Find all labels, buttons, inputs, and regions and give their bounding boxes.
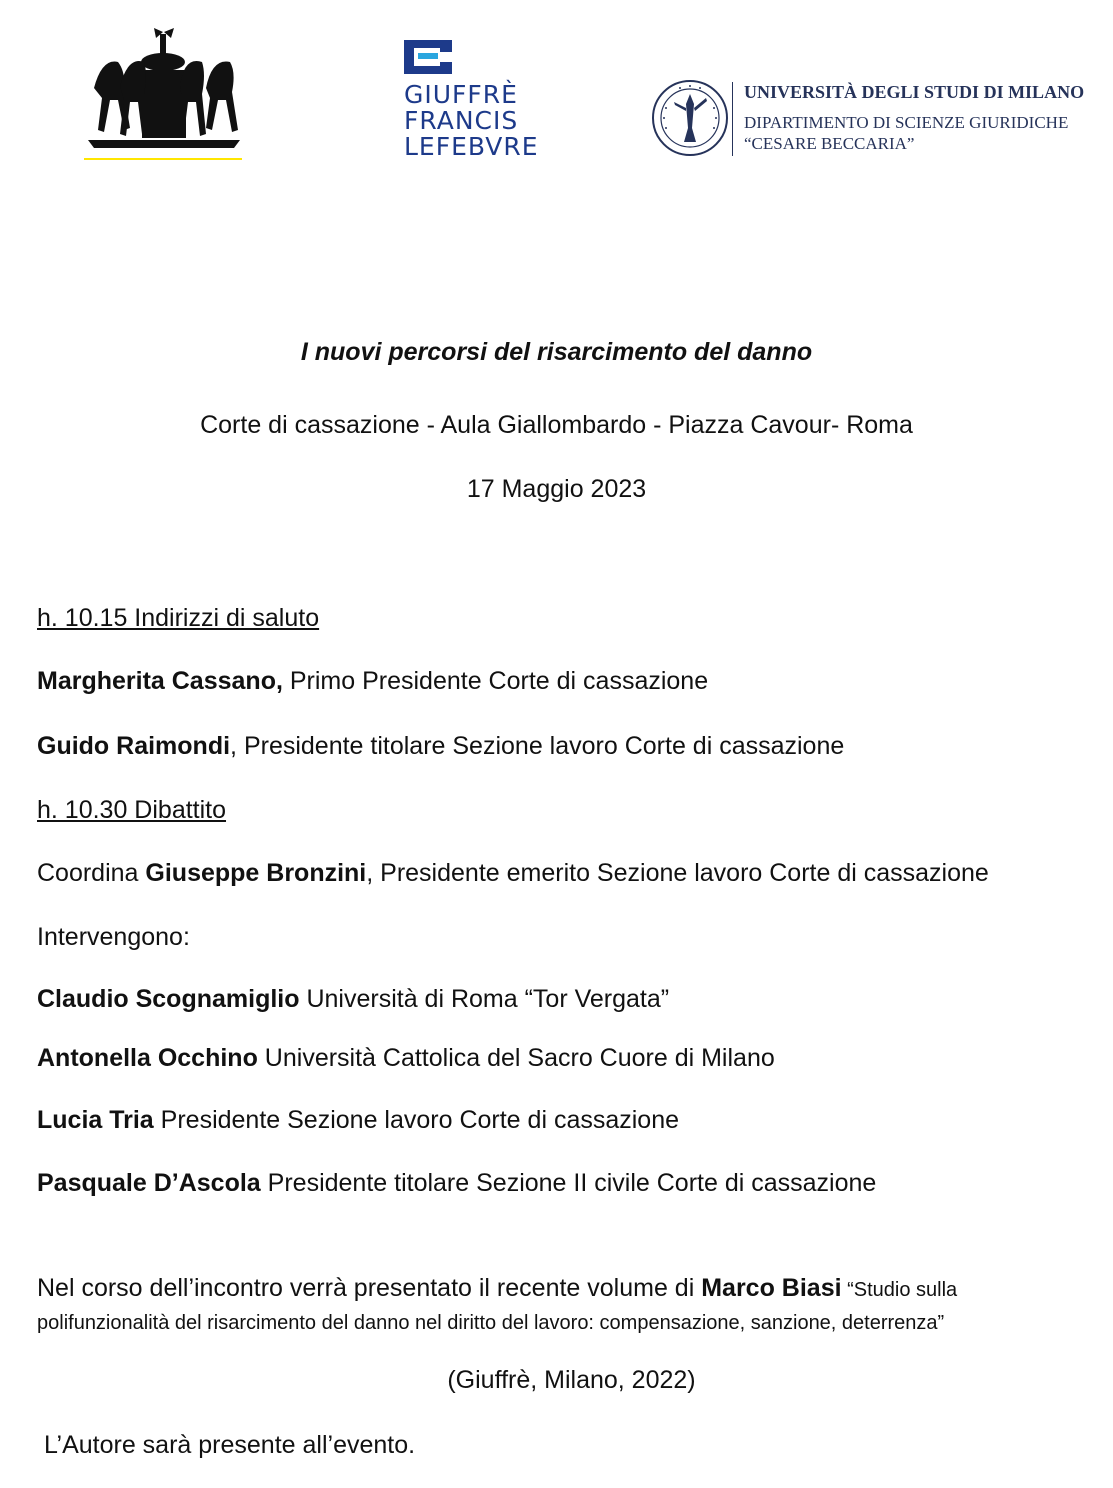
- department-name-2: “CESARE BECCARIA”: [744, 134, 915, 153]
- book-title-part1: “Studio sulla: [841, 1279, 958, 1301]
- speaker-row-4: [37, 1168, 876, 1198]
- event-title: I nuovi percorsi del risarcimento del danno: [300, 338, 813, 366]
- speaker-row-1: [37, 984, 669, 1014]
- gfl-mark-icon: [404, 40, 454, 74]
- speaker-name: Lucia Tria: [37, 1106, 154, 1134]
- speaker-row-2: [37, 1043, 775, 1073]
- debate-heading: h. 10.30 Dibattito: [37, 796, 227, 824]
- book-intro-row: [37, 1273, 957, 1305]
- gfl-word-1: GIUFFRÈ: [404, 80, 518, 109]
- logo-divider: [732, 82, 733, 156]
- yellow-underline: [84, 158, 242, 160]
- gfl-word-2: FRANCIS: [404, 106, 519, 135]
- event-date: 17 Maggio 2023: [466, 475, 647, 503]
- greeter-row-1: [37, 666, 708, 696]
- department-name: DIPARTIMENTO DI SCIENZE GIURIDICHE: [744, 113, 1069, 132]
- quadriga-statue-icon: [84, 28, 244, 156]
- speaker-role: Presidente titolare Sezione II civile Corte di cassazione: [260, 1169, 877, 1197]
- book-author: Marco Biasi: [701, 1274, 842, 1302]
- speaker-role: Università di Roma “Tor Vergata”: [299, 985, 670, 1013]
- greeter-role: Primo Presidente Corte di cassazione: [282, 667, 709, 695]
- speaker-name: Antonella Occhino: [37, 1044, 258, 1072]
- greeter-name: Guido Raimondi: [37, 732, 231, 760]
- coordinator-prefix: Coordina: [37, 859, 146, 887]
- greeting-heading: h. 10.15 Indirizzi di saluto: [37, 604, 320, 632]
- book-publisher: (Giuffrè, Milano, 2022): [447, 1366, 696, 1394]
- speaker-role: Presidente Sezione lavoro Corte di cassazione: [153, 1106, 680, 1134]
- speaker-name: Pasquale D’Ascola: [37, 1169, 261, 1197]
- university-seal-icon: [650, 78, 730, 158]
- university-name: UNIVERSITÀ DEGLI STUDI DI MILANO: [744, 82, 1085, 102]
- greeter-row-2: [37, 731, 844, 761]
- coordinator-name: Giuseppe Bronzini: [145, 859, 367, 887]
- book-title-part2: polifunzionalità del risarcimento del danno nel diritto del lavoro: compensazione, sanzione, deterrenza”: [37, 1312, 945, 1334]
- greeter-role: , Presidente titolare Sezione lavoro Corte di cassazione: [230, 732, 845, 760]
- speakers-intro: Intervengono:: [37, 923, 190, 951]
- giuffre-francis-lefebvre-logo: [404, 40, 554, 165]
- quadriga-logo: [84, 28, 244, 160]
- book-intro: Nel corso dell’incontro verrà presentato il recente volume di: [37, 1274, 702, 1302]
- speaker-role: Università Cattolica del Sacro Cuore di Milano: [257, 1044, 775, 1072]
- gfl-word-3: LEFEBVRE: [404, 132, 539, 161]
- speaker-name: Claudio Scognamiglio: [37, 985, 300, 1013]
- greeter-name: Margherita Cassano,: [37, 667, 283, 695]
- coordinator-row: [37, 858, 989, 888]
- unimi-logo: [650, 78, 1090, 163]
- event-venue: Corte di cassazione - Aula Giallombardo - Piazza Cavour- Roma: [200, 411, 913, 439]
- coordinator-role: , Presidente emerito Sezione lavoro Corte di cassazione: [366, 859, 989, 887]
- speaker-row-3: [37, 1105, 679, 1135]
- author-note: L’Autore sarà presente all’evento.: [44, 1431, 416, 1459]
